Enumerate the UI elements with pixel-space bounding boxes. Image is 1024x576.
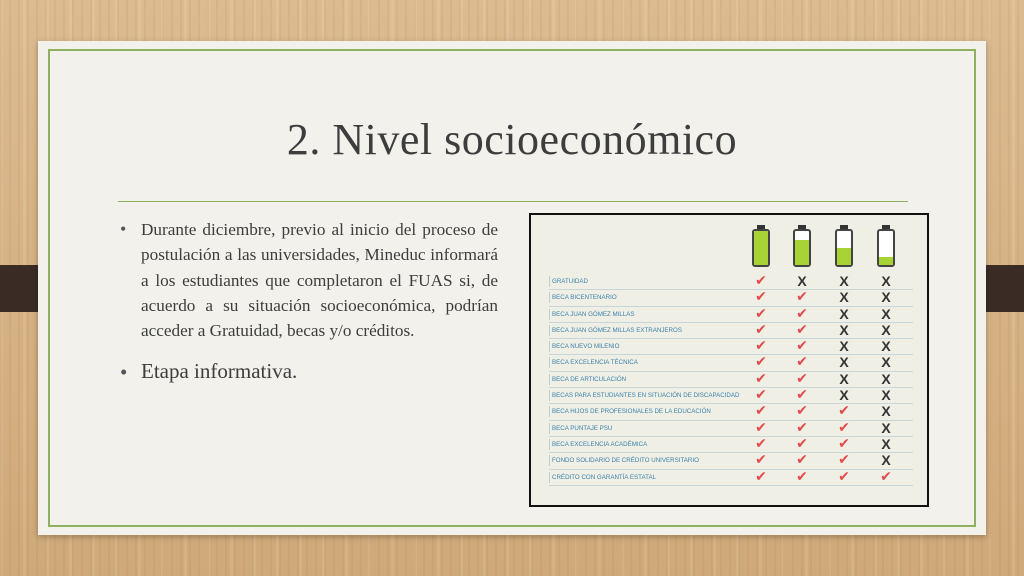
check-icon: ✔ [796, 435, 808, 452]
battery-icon [793, 229, 811, 267]
cross-icon: X [839, 370, 849, 387]
row-label: BECA JUAN GÓMEZ MILLAS EXTRANJEROS [549, 323, 742, 338]
battery-level [879, 257, 893, 266]
cross-icon: X [881, 452, 891, 469]
bullet-icon: • [120, 219, 127, 239]
cross-icon: X [839, 289, 849, 306]
check-icon: ✔ [755, 419, 767, 436]
cross-icon: X [881, 387, 891, 404]
bullet-icon: • [120, 360, 128, 385]
check-icon: ✔ [755, 289, 767, 306]
check-icon: ✔ [796, 387, 808, 404]
cross-icon: X [839, 321, 849, 338]
table-row [549, 307, 913, 323]
check-icon: ✔ [796, 354, 808, 371]
table-row [549, 388, 913, 404]
bullet-item [120, 217, 498, 343]
table-row [549, 437, 913, 453]
check-icon: ✔ [755, 403, 767, 420]
check-icon: ✔ [796, 321, 808, 338]
row-label: BECA JUAN GÓMEZ MILLAS [549, 307, 742, 322]
check-icon: ✔ [755, 321, 767, 338]
check-icon: ✔ [796, 419, 808, 436]
check-icon: ✔ [796, 468, 808, 485]
table-row [549, 404, 913, 420]
bullet-item [120, 357, 498, 385]
row-label: CRÉDITO CON GARANTÍA ESTATAL [549, 470, 742, 485]
check-icon: ✔ [880, 468, 892, 485]
table-row [549, 290, 913, 306]
cross-icon: X [881, 419, 891, 436]
cross-icon: X [881, 435, 891, 452]
check-icon: ✔ [755, 452, 767, 469]
cross-icon: X [881, 354, 891, 371]
check-icon: ✔ [796, 403, 808, 420]
row-label: BECA EXCELENCIA ACADÉMICA [549, 437, 742, 452]
table-row [549, 421, 913, 437]
row-label: BECA BICENTENARIO [549, 290, 742, 305]
cross-icon: X [839, 387, 849, 404]
cross-icon: X [881, 403, 891, 420]
battery-level [837, 248, 851, 265]
cross-icon: X [881, 305, 891, 322]
cross-icon: X [881, 370, 891, 387]
check-icon: ✔ [796, 370, 808, 387]
check-icon: ✔ [755, 273, 767, 289]
cross-icon: X [881, 289, 891, 306]
check-icon: ✔ [755, 387, 767, 404]
cross-icon: X [839, 273, 849, 289]
row-label: GRATUIDAD [549, 274, 742, 289]
cross-icon: X [839, 305, 849, 322]
row-label: BECA DE ARTICULACIÓN [549, 372, 742, 387]
check-icon: ✔ [755, 305, 767, 322]
battery-icon [877, 229, 895, 267]
check-icon: ✔ [796, 338, 808, 355]
row-label: BECA HIJOS DE PROFESIONALES DE LA EDUCACIÓN [549, 404, 742, 419]
slide-title: 2. Nivel socioeconómico [286, 115, 738, 164]
cross-icon: X [839, 354, 849, 371]
battery-level [754, 231, 768, 265]
cross-icon: X [881, 321, 891, 338]
cross-icon: X [839, 338, 849, 355]
cross-icon: X [881, 273, 891, 289]
table-row [549, 372, 913, 388]
row-label: BECA NUEVO MILENIO [549, 339, 742, 354]
row-label: BECA PUNTAJE PSU [549, 421, 742, 436]
check-icon: ✔ [838, 452, 850, 469]
slide-card [38, 41, 986, 535]
check-icon: ✔ [838, 403, 850, 420]
check-icon: ✔ [755, 354, 767, 371]
benefits-table-image [529, 213, 929, 507]
check-icon: ✔ [796, 452, 808, 469]
table-row [549, 453, 913, 469]
check-icon: ✔ [796, 289, 808, 306]
check-icon: ✔ [755, 338, 767, 355]
benefits-table [549, 274, 913, 486]
table-row [549, 355, 913, 371]
title-divider [118, 201, 908, 202]
check-icon: ✔ [838, 468, 850, 485]
check-icon: ✔ [838, 419, 850, 436]
table-row [549, 323, 913, 339]
check-icon: ✔ [796, 305, 808, 322]
check-icon: ✔ [755, 370, 767, 387]
battery-level [795, 240, 809, 266]
table-row [549, 339, 913, 355]
battery-icon [752, 229, 770, 267]
check-icon: ✔ [755, 468, 767, 485]
table-row [549, 274, 913, 290]
row-label: FONDO SOLIDARIO DE CRÉDITO UNIVERSITARIO [549, 453, 742, 468]
table-row [549, 470, 913, 486]
battery-icon [835, 229, 853, 267]
row-label: BECAS PARA ESTUDIANTES EN SITUACIÓN DE DISCAPACIDAD [549, 388, 742, 403]
check-icon: ✔ [838, 435, 850, 452]
bullet-text: Durante diciembre, previo al inicio del proceso de postulación a las universidades, Mineduc informará a los estudiantes que completaron el FUAS si, de acuerdo a su situación socioeconómica, podrían acceder a Gratuidad, becas y/o créditos. [141, 220, 498, 341]
bullet-text: Etapa informativa. [141, 359, 298, 384]
bullet-list [120, 217, 498, 385]
cross-icon: X [797, 273, 807, 289]
row-label: BECA EXCELENCIA TÉCNICA [549, 355, 742, 370]
check-icon: ✔ [755, 435, 767, 452]
cross-icon: X [881, 338, 891, 355]
